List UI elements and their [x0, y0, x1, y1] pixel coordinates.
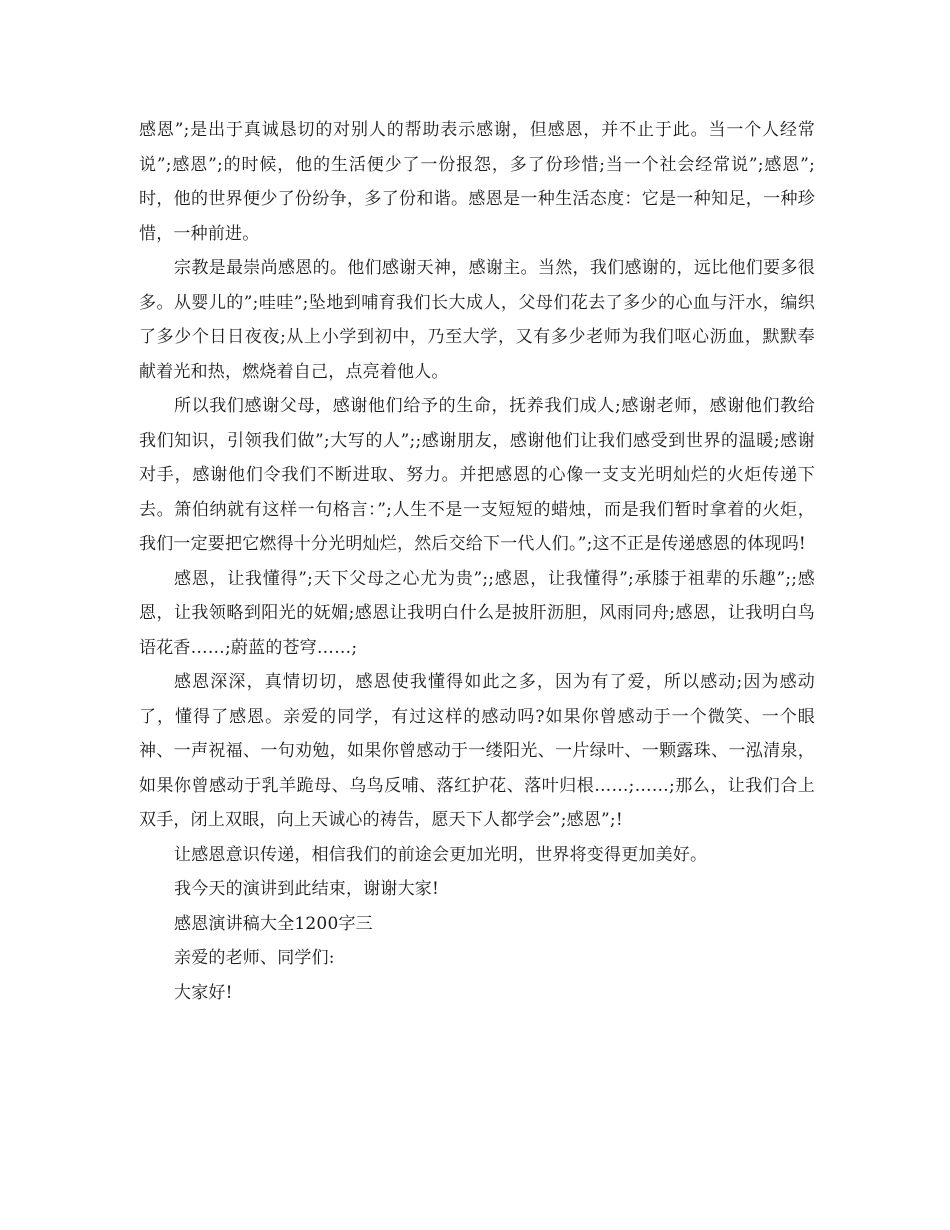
greeting: 大家好! [174, 982, 233, 1003]
paragraph-2: 宗教是最崇尚感恩的。他们感谢天神，感谢主。当然，我们感谢的，远比他们要多很多。从婴儿的”;哇哇”;坠地到哺育我们长大成人，父母们花去了多少的心血与汗水，编织了多少个日日夜夜;从上小学到初中，乃至大学，又有多少老师为我们呕心沥血，默默奉献着光和热，燃烧着自己，点亮着他人。 [139, 258, 815, 382]
section-title: 感恩演讲稿大全1200字三 [174, 913, 373, 934]
paragraph-1: 感恩”;是出于真诚恳切的对别人的帮助表示感谢，但感恩，并不止于此。当一个人经常说”;感恩”;的时候，他的生活便少了一份报怨，多了份珍惜;当一个社会经常说”;感恩”;时，他的世界便少了份纷争，多了份和谐。感恩是一种生活态度：它是一种知足，一种珍惜，一种前进。 [139, 120, 815, 244]
paragraph-3: 所以我们感谢父母，感谢他们给予的生命，抚养我们成人;感谢老师，感谢他们教给我们知识，引领我们做”;大写的人”;;感谢朋友，感谢他们让我们感受到世界的温暖;感谢对手，感谢他们令我们不断进取、努力。并把感恩的心像一支支光明灿烂的火炬传递下去。箫伯纳就有这样一句格言：”;人生不是一支短短的蜡烛，而是我们暂时拿着的火炬，我们一定要把它燃得十分光明灿烂，然后交给下一代人们。”;这不正是传递感恩的体现吗! [139, 396, 815, 554]
closing-line: 我今天的演讲到此结束，谢谢大家! [174, 879, 440, 899]
paragraph-6: 让感恩意识传递，相信我们的前途会更加光明，世界将变得更加美好。 [174, 844, 708, 865]
paragraph-4: 感恩，让我懂得”;天下父母之心尤为贵”;;感恩，让我懂得”;承膝于祖辈的乐趣”;;感恩，让我领略到阳光的妩媚;感恩让我明白什么是披肝沥胆，风雨同舟;感恩，让我明白鸟语花香……;蔚蓝的苍穹……; [139, 568, 815, 658]
salutation: 亲爱的老师、同学们: [174, 948, 335, 968]
paragraph-5: 感恩深深，真情切切，感恩使我懂得如此之多，因为有了爱，所以感动;因为感动了，懂得了感恩。亲爱的同学，有过这样的感动吗?如果你曾感动于一个微笑、一个眼神、一声祝福、一句劝勉，如果你曾感动于一缕阳光、一片绿叶、一颗露珠、一泓清泉，如果你曾感动于乳羊跪母、乌鸟反哺、落红护花、落叶归根……;……;那么，让我们合上双手，闭上双眼，向上天诚心的祷告，愿天下人都学会”;感恩”;! [139, 672, 815, 830]
document-body [139, 113, 815, 1010]
